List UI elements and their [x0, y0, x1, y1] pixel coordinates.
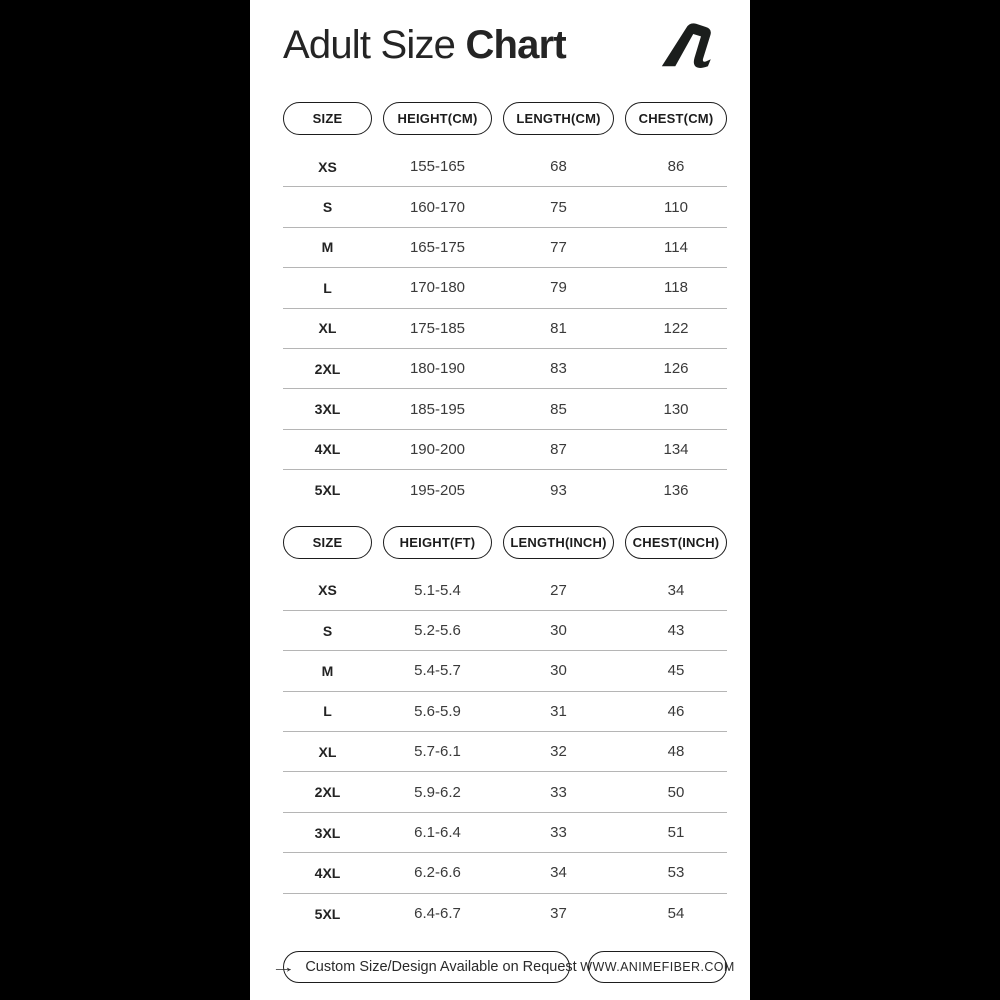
chest-cell: 122	[663, 319, 689, 337]
height-cell: 5.9-6.2	[414, 783, 461, 801]
height-cell: 5.6-5.9	[414, 702, 461, 720]
chest-cell: 34	[667, 581, 685, 599]
size-cell: L	[323, 279, 332, 296]
size-cell: 4XL	[314, 441, 341, 458]
length-cell: 34	[550, 864, 567, 882]
table-row	[283, 571, 727, 611]
chest-cell: 134	[663, 440, 689, 458]
table-row	[283, 732, 727, 772]
table-row	[283, 389, 727, 429]
page-title	[283, 23, 566, 68]
length-cell: 81	[550, 319, 567, 337]
height-cell: 155-165	[409, 158, 466, 176]
size-table-inch	[283, 526, 727, 935]
length-cell: 85	[550, 400, 567, 418]
height-cell: 175-185	[409, 319, 466, 337]
page-title-regular: Adult Size	[283, 22, 456, 67]
length-cell: 30	[550, 622, 567, 640]
height-cell: 6.2-6.6	[414, 864, 461, 882]
length-cell: 68	[550, 158, 567, 176]
size-cell: XS	[318, 158, 337, 175]
size-cell: 4XL	[314, 864, 341, 881]
page-title-bold: Chart	[465, 22, 566, 67]
height-cell: 5.4-5.7	[414, 662, 461, 680]
chest-cell: 50	[667, 783, 685, 801]
table-body	[283, 571, 727, 935]
table-row	[283, 228, 727, 268]
height-cell: 165-175	[409, 238, 466, 256]
size-cell: L	[323, 703, 332, 720]
chest-cell: 51	[667, 824, 685, 842]
size-cell: S	[322, 199, 333, 216]
length-cell: 31	[550, 702, 567, 720]
size-chart-card	[250, 0, 750, 1000]
column-header-row	[283, 102, 727, 135]
height-cell: 160-170	[409, 198, 466, 216]
size-cell: 5XL	[314, 482, 341, 499]
animefiber-logo-icon	[661, 22, 723, 68]
column-header-pill: HEIGHT(FT)	[383, 526, 492, 559]
table-row	[283, 651, 727, 691]
height-cell: 6.4-6.7	[414, 905, 461, 923]
chest-cell: 136	[663, 481, 689, 499]
size-cell: 3XL	[314, 824, 341, 841]
chest-cell: 45	[667, 662, 685, 680]
length-cell: 77	[550, 238, 567, 256]
table-row	[283, 611, 727, 651]
size-table-cm	[283, 102, 727, 511]
size-cell: 3XL	[314, 401, 341, 418]
size-cell: XL	[318, 743, 337, 760]
table-row	[283, 470, 727, 510]
table-row	[283, 309, 727, 349]
table-row	[283, 349, 727, 389]
length-cell: 93	[550, 481, 567, 499]
column-header-pill: CHEST(INCH)	[625, 526, 727, 559]
custom-size-note-label: Custom Size/Design Available on Request	[305, 959, 577, 976]
chest-cell: 54	[667, 905, 685, 923]
table-row	[283, 853, 727, 893]
chest-cell: 48	[667, 743, 685, 761]
column-header-pill: SIZE	[283, 526, 372, 559]
height-cell: 5.7-6.1	[414, 743, 461, 761]
length-cell: 87	[550, 440, 567, 458]
height-cell: 180-190	[409, 360, 466, 378]
size-cell: XL	[318, 320, 337, 337]
table-row	[283, 187, 727, 227]
length-cell: 27	[550, 581, 567, 599]
column-header-pill: LENGTH(INCH)	[503, 526, 614, 559]
chest-cell: 86	[667, 158, 685, 176]
table-row	[283, 268, 727, 308]
column-header-pill: HEIGHT(CM)	[383, 102, 492, 135]
size-cell: 2XL	[314, 360, 341, 377]
length-cell: 32	[550, 743, 567, 761]
footer	[271, 951, 735, 983]
height-cell: 190-200	[409, 440, 466, 458]
chest-cell: 46	[667, 702, 685, 720]
height-cell: 185-195	[409, 400, 466, 418]
chest-cell: 53	[667, 864, 685, 882]
length-cell: 33	[550, 783, 567, 801]
size-cell: 5XL	[314, 905, 341, 922]
height-cell: 5.2-5.6	[414, 622, 461, 640]
column-header-row	[283, 526, 727, 559]
column-header-pill: CHEST(CM)	[625, 102, 727, 135]
chest-cell: 130	[663, 400, 689, 418]
length-cell: 37	[550, 905, 567, 923]
table-row	[283, 894, 727, 934]
table-row	[283, 430, 727, 470]
column-header-pill: LENGTH(CM)	[503, 102, 614, 135]
size-cell: 2XL	[314, 784, 341, 801]
column-header-pill: SIZE	[283, 102, 372, 135]
height-cell: 6.1-6.4	[414, 824, 461, 842]
table-row	[283, 147, 727, 187]
size-cell: S	[322, 622, 333, 639]
custom-size-note-pill[interactable]	[271, 951, 577, 983]
height-cell: 170-180	[409, 279, 466, 297]
header	[283, 20, 727, 70]
chest-cell: 126	[663, 360, 689, 378]
table-row	[283, 692, 727, 732]
chest-cell: 118	[664, 279, 688, 297]
size-cell: M	[321, 239, 334, 256]
length-cell: 33	[550, 824, 567, 842]
size-cell: M	[321, 662, 334, 679]
table-row	[283, 772, 727, 812]
chest-cell: 110	[664, 198, 688, 216]
height-cell: 5.1-5.4	[414, 581, 461, 599]
size-cell: XS	[318, 582, 337, 599]
table-body	[283, 147, 727, 511]
right-arrow-icon: →	[271, 958, 297, 976]
length-cell: 83	[550, 360, 567, 378]
height-cell: 195-205	[409, 481, 466, 499]
website-label: WWW.ANIMEFIBER.COM	[580, 960, 735, 975]
table-row	[283, 813, 727, 853]
website-pill[interactable]	[580, 951, 735, 983]
length-cell: 79	[550, 279, 567, 297]
length-cell: 30	[550, 662, 567, 680]
chest-cell: 43	[667, 622, 685, 640]
length-cell: 75	[550, 198, 567, 216]
chest-cell: 114	[664, 238, 688, 256]
